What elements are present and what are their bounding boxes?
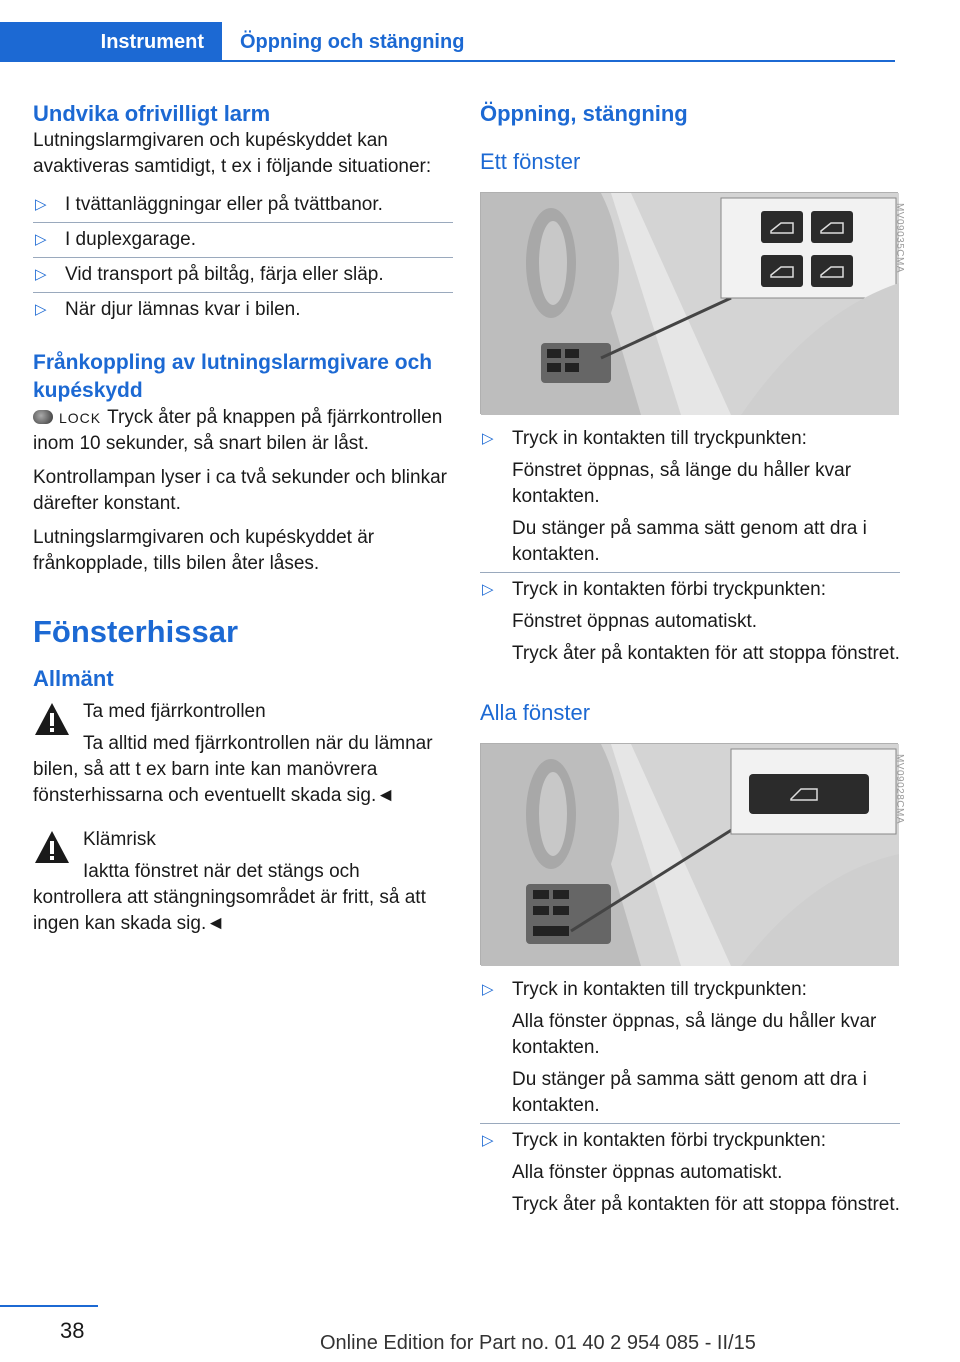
disconnect-p2: Kontrollampan lyser i ca två sekunder och blinkar därefter konstant.	[33, 467, 447, 514]
windows-title: Fönsterhissar	[33, 614, 239, 649]
warning-remote	[33, 699, 453, 809]
triangle-bullet-icon: ▷	[35, 266, 47, 283]
warning-icon	[33, 829, 71, 865]
section-tab-instrument: Instrument	[0, 22, 222, 62]
all-windows-title: Alla fönster	[480, 700, 591, 725]
disconnect-p1: LOCK Tryck åter på knappen på fjärrkontrollen inom 10 sekunder, så snart bilen är låst.	[33, 407, 443, 454]
disconnect-p3: Lutningslarmgivaren och kupéskyddet är frånkopplade, tills bilen åter låses.	[33, 527, 375, 574]
triangle-bullet-icon: ▷	[35, 196, 47, 213]
list-item: ▷ Tryck in kontakten förbi tryckpunkten: Alla fönster öppnas automatiskt. Tryck åter på kontakten för att stoppa fönstret.	[482, 1130, 900, 1215]
warning-icon	[33, 701, 71, 737]
photo-code: MV09028CMA	[894, 753, 905, 824]
triangle-bullet-icon: ▷	[482, 981, 494, 998]
all-windows-steps	[480, 973, 900, 1222]
lock-label: LOCK	[59, 410, 102, 426]
warning-title: Klämrisk	[83, 829, 156, 850]
list-item: ▷ Tryck in kontakten till tryckpunkten: Alla fönster öppnas, så länge du håller kvar kontakten. Du stänger på samma sätt genom att dra i kontakten.	[480, 973, 900, 1124]
triangle-bullet-icon: ▷	[482, 581, 494, 598]
triangle-bullet-icon: ▷	[35, 231, 47, 248]
right-column	[480, 100, 905, 1222]
window-switch-photo	[480, 192, 905, 414]
door-panel-illustration	[481, 744, 899, 966]
list-item: ▷ I tvättanläggningar eller på tvättbanor.	[33, 188, 453, 223]
one-window-steps	[480, 422, 900, 671]
alarm-title: Undvika ofrivilligt larm	[33, 101, 271, 126]
photo-code: MV09035CMA	[894, 202, 905, 273]
header-divider	[222, 60, 895, 62]
warning-pinch	[33, 827, 453, 937]
warning-text: Iaktta fönstret när det stängs och kontrollera att stängningsområdet är fritt, så att ingen kan skada sig.◄	[33, 861, 426, 934]
all-windows-photo	[480, 743, 905, 965]
alarm-list	[33, 188, 453, 327]
section-tab-opening: Öppning och stängning	[240, 31, 465, 53]
page-number: 38	[60, 1318, 85, 1343]
remote-key-icon	[33, 410, 53, 424]
list-item: ▷ Tryck in kontakten till tryckpunkten: Fönstret öppnas, så länge du håller kvar kontakten. Du stänger på samma sätt genom att dra i kontakten.	[480, 422, 900, 573]
warning-text: Ta alltid med fjärrkontrollen när du lämnar bilen, så att t ex barn inte kan manövrera fönsterhissarna och eventuellt skada sig.◄	[33, 733, 433, 806]
triangle-bullet-icon: ▷	[482, 1132, 494, 1149]
door-panel-illustration	[481, 193, 899, 415]
open-close-title: Öppning, stängning	[480, 101, 688, 126]
left-column	[33, 100, 453, 937]
list-item: ▷ I duplexgarage.	[33, 223, 453, 258]
triangle-bullet-icon: ▷	[482, 430, 494, 447]
list-item: ▷ Tryck in kontakten förbi tryckpunkten: Fönstret öppnas automatiskt. Tryck åter på kontakten för att stoppa fönstret.	[482, 579, 900, 664]
disconnect-title: Frånkoppling av lutningslarmgivare och kupéskydd	[33, 351, 433, 402]
edition-text: Online Edition for Part no. 01 40 2 954 085 - II/15	[320, 1332, 756, 1354]
general-title: Allmänt	[33, 666, 114, 691]
warning-title: Ta med fjärrkontrollen	[83, 701, 266, 722]
alarm-intro: Lutningslarmgivaren och kupéskyddet kan avaktiveras samtidigt, t ex i följande situationer:	[33, 130, 432, 177]
list-item: ▷ Vid transport på biltåg, färja eller släp.	[33, 258, 453, 293]
one-window-title: Ett fönster	[480, 149, 581, 174]
list-item: ▷ När djur lämnas kvar i bilen.	[33, 293, 453, 327]
triangle-bullet-icon: ▷	[35, 301, 47, 318]
footer-divider	[0, 1305, 98, 1307]
page-header	[0, 22, 895, 62]
